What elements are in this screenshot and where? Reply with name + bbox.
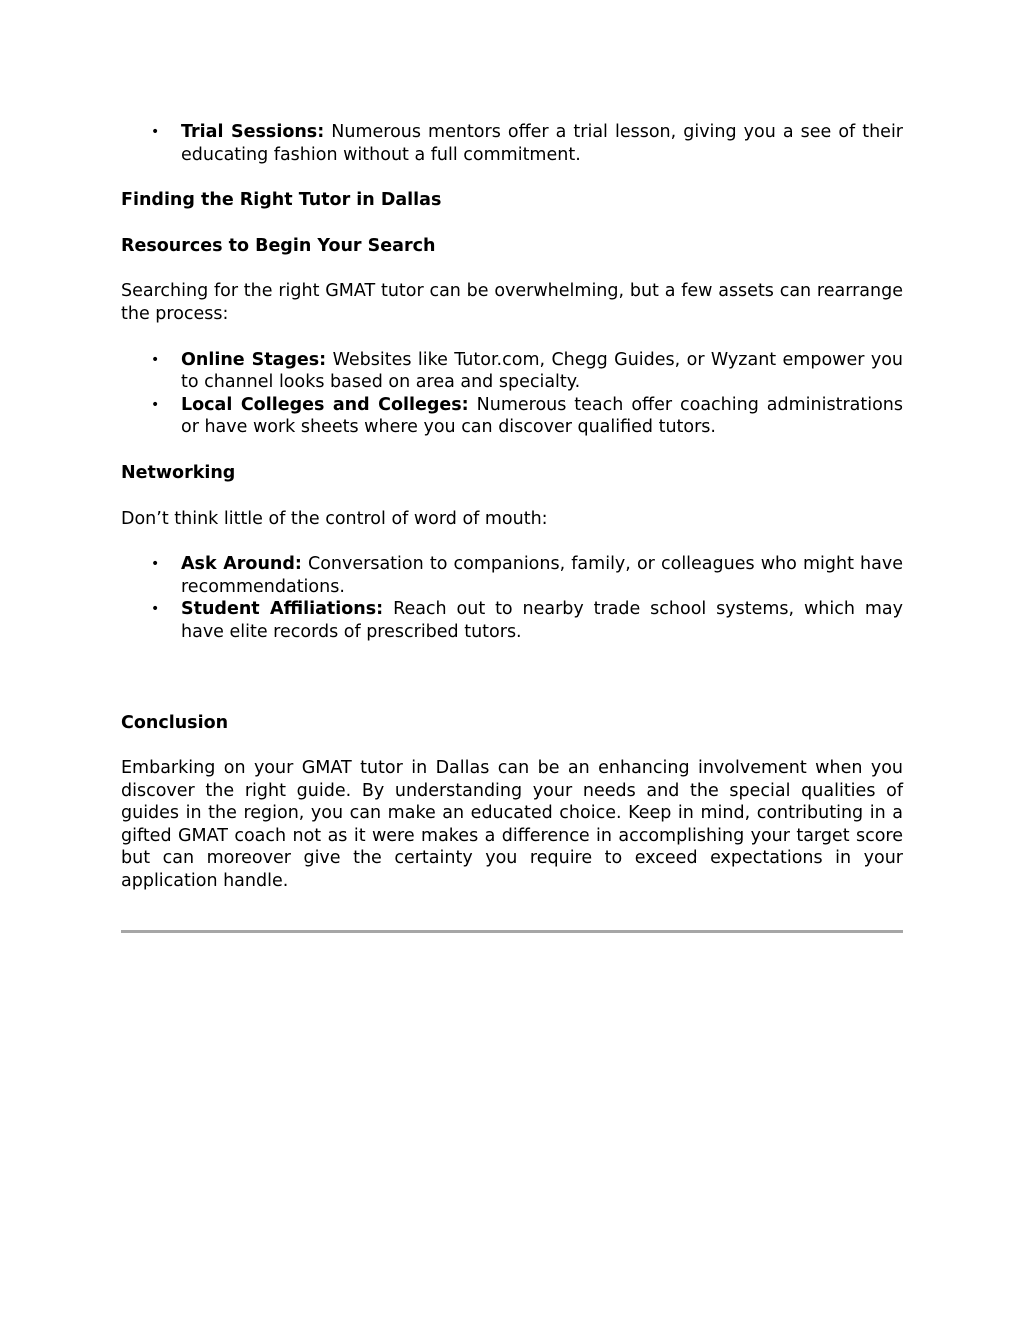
list-item-term: Ask Around:	[181, 554, 302, 575]
subheading-resources: Resources to Begin Your Search	[121, 235, 436, 256]
section-heading-finding-tutor: Finding the Right Tutor in Dallas	[121, 190, 442, 211]
list-item-term: Local Colleges and Colleges:	[181, 394, 469, 415]
bullet-icon: •	[151, 556, 160, 573]
trial-sessions-list	[121, 121, 903, 166]
list-item	[121, 394, 903, 439]
list-item-text: Numerous teach offer coaching administrations or have work sheets where you can discover qualified tutors.	[181, 394, 904, 438]
list-item	[121, 598, 903, 643]
list-item-text: Numerous mentors offer a trial lesson, giving you a see of their educating fashion without a full commitment.	[181, 122, 904, 165]
list-item	[121, 121, 903, 166]
document-page	[121, 121, 903, 916]
spacer	[121, 667, 903, 712]
bullet-icon: •	[151, 124, 160, 140]
horizontal-rule	[121, 930, 903, 933]
list-item-text: Reach out to nearby trade school systems, which may have elite records of prescribed tutors.	[181, 599, 903, 642]
list-item-text: Websites like Tutor.com, Chegg Guides, or Wyzant empower you to channel looks based on area and specialty.	[181, 349, 904, 393]
list-item-term: Online Stages:	[181, 349, 327, 370]
list-item-text: Conversation to companions, family, or colleagues who might have recommendations.	[181, 554, 903, 597]
section-heading-networking: Networking	[121, 462, 236, 483]
list-item	[121, 553, 903, 598]
bullet-icon: •	[151, 601, 160, 618]
list-item-term: Student Affiliations:	[181, 599, 384, 620]
list-item	[121, 349, 903, 394]
paragraph-conclusion: Embarking on your GMAT tutor in Dallas can be an enhancing involvement when you discover the right guide. By understanding your needs and the special qualities of guides in the region, you can make an educated choice. Keep in mind, contributing in a gifted GMAT coach not as it were makes a difference in accomplishing your target score but can moreover give the certainty you require to exceed expectations in your application handle.	[121, 758, 903, 892]
resources-list	[121, 349, 903, 439]
bullet-icon: •	[151, 396, 160, 413]
paragraph-networking: Don’t think little of the control of word of mouth:	[121, 508, 548, 529]
bullet-icon: •	[151, 351, 160, 368]
list-item-term: Trial Sessions:	[181, 122, 325, 142]
networking-list	[121, 553, 903, 643]
paragraph-search-intro: Searching for the right GMAT tutor can be overwhelming, but a few assets can rearrange the process:	[121, 281, 903, 324]
section-heading-conclusion: Conclusion	[121, 712, 229, 733]
